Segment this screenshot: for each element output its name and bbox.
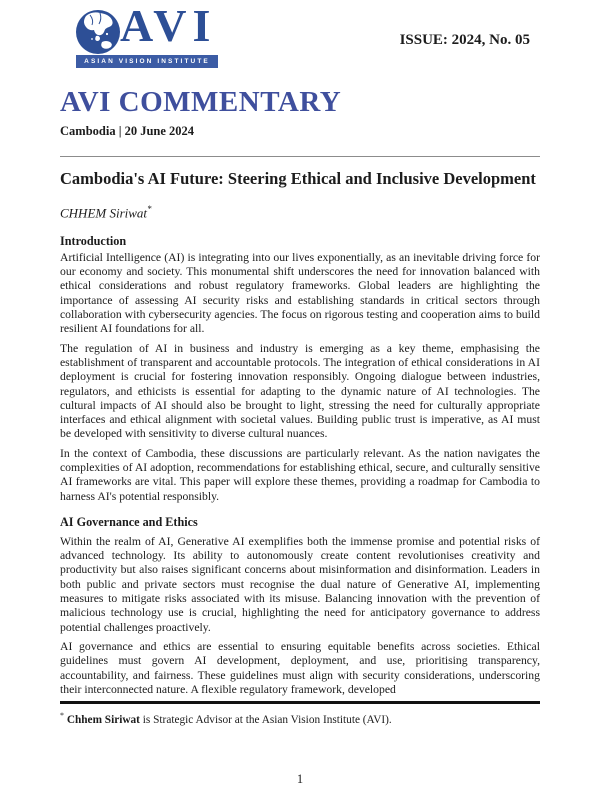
section-heading-introduction: Introduction	[60, 233, 127, 248]
logo-banner: ASIAN VISION INSTITUTE	[76, 55, 218, 68]
footnote	[60, 708, 540, 728]
article-title: Cambodia's AI Future: Steering Ethical and Inclusive Development	[60, 169, 536, 188]
globe-asia-icon	[76, 10, 120, 54]
logo-acronym: AVI	[120, 0, 217, 51]
author-footnote-marker: *	[147, 203, 152, 214]
page-number: 1	[296, 772, 304, 786]
footnote-author-name: Chhem Siriwat	[66, 713, 140, 726]
series-title: AVI COMMENTARY	[60, 86, 342, 118]
footnote-divider	[60, 701, 540, 704]
paragraph: The regulation of AI in business and industry is emerging as a key theme, emphasising the establishment of transparent and accountable protocols. The integration of ethical considerations in AI deployment is crucial for fostering innovation responsibly. Ongoing dialogue between industries, regulators, and ethicists is essential for adapting to the dynamic nature of AI technologies. The cultural impacts of AI should also be brought to light, stressing the need for culturally appropriate interfaces and ethical alignment with societal values. Building public trust is imperative, as AI must be developed with sensitivity to diverse cultural nuances.	[60, 341, 540, 441]
paragraph: AI governance and ethics are essential to ensuring equitable benefits across societies. Ethical guidelines must govern AI development, deployment, and use, prioritising transparency, accountability, and fairness. These guidelines must align with security considerations, underscoring their interconnected nature. A flexible regulatory framework, developed	[60, 639, 540, 696]
author-line	[60, 201, 540, 221]
paragraph: Within the realm of AI, Generative AI exemplifies both the immense promise and potential risks of advanced technology. Its ability to autonomously create content revolutionises creativity and productivity but also raises significant concerns about misinformation and disinformation. Leaders in both public and private sectors must recognise the dual nature of Generative AI, implementing measures to mitigate risks associated with its misuse. Balancing innovation with the prevention of malicious technology use is crucial, highlighting the need for anticipatory governance to address potential challenges proactively.	[60, 534, 540, 634]
avi-logo	[76, 0, 218, 68]
footnote-text: is Strategic Advisor at the Asian Vision Institute (AVI).	[139, 713, 392, 726]
document-header	[60, 0, 540, 68]
paragraph: Artificial Intelligence (AI) is integrating into our lives exponentially, as an inevitable driving force for our economy and society. This monumental shift underscores the need for innovation balanced with ethical considerations and robust regulatory frameworks. Global leaders are highlighting the importance of assessing AI security risks and establishing standards in critical sectors through collaboration with cybersecurity agencies. The focus on rigorous testing and cooperation aims to build resilient AI foundations for all.	[60, 250, 540, 336]
author-name: CHHEM Siriwat	[60, 204, 148, 220]
dateline: Cambodia | 20 June 2024	[60, 124, 195, 138]
header-divider	[60, 156, 540, 157]
issue-label: ISSUE: 2024, No. 05	[399, 32, 530, 48]
paragraph: In the context of Cambodia, these discussions are particularly relevant. As the nation navigates the complexities of AI adoption, recommendations for establishing ethical, secure, and culturally sensitive AI frameworks are vital. This paper will explore these themes, providing a roadmap for Cambodia to harness AI's potential responsibly.	[60, 446, 540, 503]
footnote-marker: *	[60, 710, 64, 720]
section-heading-ai-governance: AI Governance and Ethics	[60, 514, 198, 529]
